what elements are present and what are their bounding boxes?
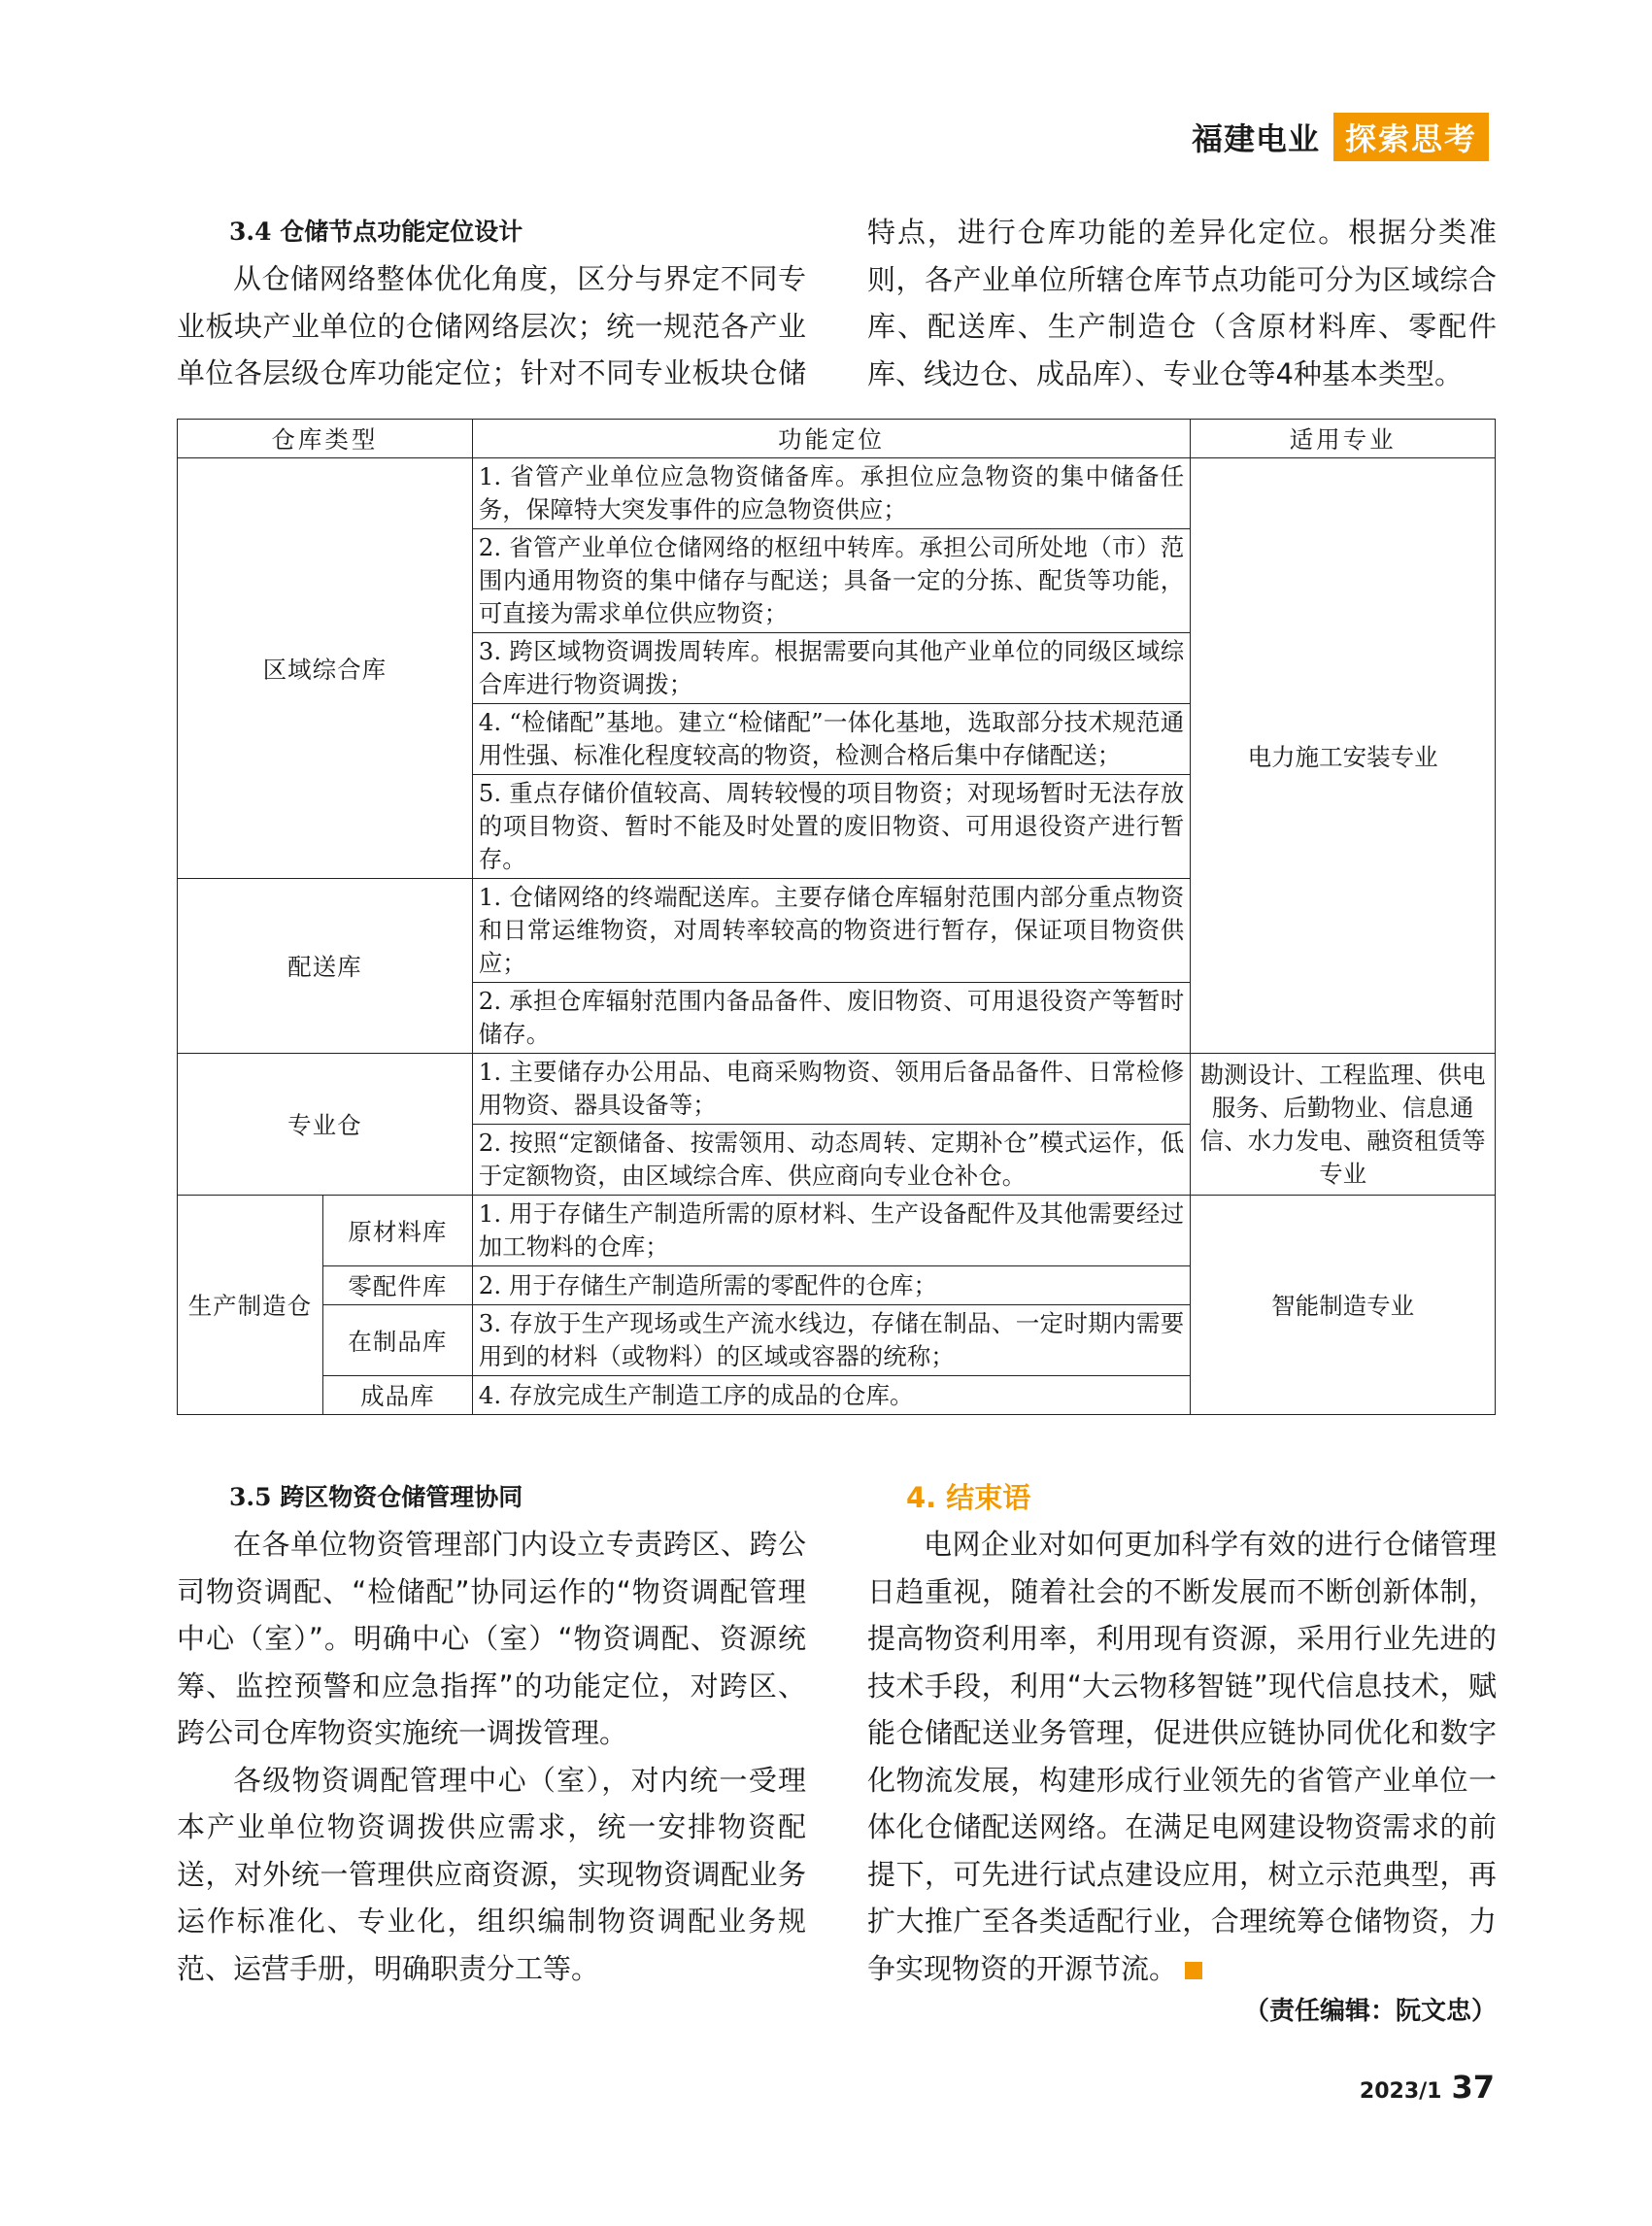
func-cell: 3. 跨区域物资调拨周转库。根据需要向其他产业单位的同级区域综合库进行物资调拨； (472, 633, 1190, 704)
func-cell: 2. 承担仓库辐射范围内备品备件、废旧物资、可用退役资产等暂时储存。 (472, 983, 1190, 1054)
header-function: 功能定位 (472, 420, 1190, 458)
table-row (178, 458, 1496, 529)
func-cell: 1. 用于存储生产制造所需的原材料、生产设备配件及其他需要经过加工物料的仓库； (472, 1196, 1190, 1266)
func-cell: 1. 主要储存办公用品、电商采购物资、领用后备品备件、日常检修用物资、器具设备等； (472, 1054, 1190, 1125)
header-specialty: 适用专业 (1191, 420, 1496, 458)
section-35 (177, 1474, 806, 1992)
specialty-smart-manufacturing: 智能制造专业 (1191, 1196, 1496, 1415)
issue-date: 2023/1 (1359, 2079, 1442, 2104)
func-cell: 1. 仓储网络的终端配送库。主要存储仓库辐射范围内部分重点物资和日常运维物资，对周转率较高的物资进行暂存，保证项目物资供应； (472, 879, 1190, 983)
journal-name: 福建电业 (1191, 120, 1320, 157)
type-delivery: 配送库 (178, 879, 473, 1054)
warehouse-type-table (177, 419, 1496, 1415)
section-4-text: 电网企业对如何更加科学有效的进行仓储管理日趋重视，随着社会的不断发展而不断创新体制，提高物资利用率，利用现有资源，采用行业先进的技术手段，利用“大云物移智链”现代信息技术，赋能仓储配送业务管理，促进供应链协同优化和数字化物流发展，构建形成行业领先的省管产业单位一体化仓储配送网络。在满足电网建设物资需求的前提下，可先进行试点建设应用，树立示范典型，再扩大推广至各类适配行业，合理统筹仓储物资，力争实现物资的开源节流。 (867, 1528, 1497, 1985)
column-badge: 探索思考 (1333, 113, 1489, 161)
func-cell: 3. 存放于生产现场或生产流水线边，存储在制品、一定时期内需要用到的材料（或物料）的区域或容器的统称； (472, 1305, 1190, 1376)
subtype-cell: 在制品库 (322, 1305, 472, 1376)
func-cell: 2. 省管产业单位仓储网络的枢纽中转库。承担公司所处地（市）范围内通用物资的集中储存与配送；具备一定的分拣、配货等功能，可直接为需求单位供应物资； (472, 529, 1190, 633)
type-manufacturing: 生产制造仓 (178, 1196, 323, 1415)
subtype-cell: 零配件库 (322, 1266, 472, 1305)
header-warehouse-type: 仓库类型 (178, 420, 473, 458)
func-cell: 5. 重点存储价值较高、周转较慢的项目物资；对现场暂时无法存放的项目物资、暂时不能及时处置的废旧物资、可用退役资产进行暂存。 (472, 775, 1190, 879)
section-35-paragraph-2: 各级物资调配管理中心（室），对内统一受理本产业单位物资调拨供应需求，统一安排物资配送，对外统一管理供应商资源，实现物资调配业务运作标准化、专业化，组织编制物资调配业务规范、运营手册，明确职责分工等。 (177, 1763, 806, 1985)
section-34-left-col (177, 255, 806, 399)
section-34-right-col (867, 209, 1497, 397)
subtype-cell: 成品库 (322, 1376, 472, 1415)
type-regional: 区域综合库 (178, 458, 473, 879)
page-folio (1360, 2069, 1495, 2106)
func-cell: 4. 存放完成生产制造工序的成品的仓库。 (472, 1376, 1190, 1415)
table-row (178, 1196, 1496, 1266)
table-row (178, 1054, 1496, 1125)
section-4-title: 4. 结束语 (906, 1481, 1031, 1514)
table-header-row (178, 420, 1496, 458)
subtype-cell: 原材料库 (322, 1196, 472, 1266)
section-34-paragraph-cont: 特点，进行仓库功能的差异化定位。根据分类准则，各产业单位所辖仓库节点功能可分为区域综合库、配送库、生产制造仓（含原材料库、零配件库、线边仓、成品库）、专业仓等4种基本类型。 (867, 216, 1497, 390)
specialty-special: 勘测设计、工程监理、供电服务、后勤物业、信息通信、水力发电、融资租赁等专业 (1191, 1054, 1496, 1196)
type-special: 专业仓 (178, 1054, 473, 1196)
func-cell: 1. 省管产业单位应急物资储备库。承担位应急物资的集中储备任务，保障特大突发事件的应急物资供应； (472, 458, 1190, 529)
section-34-paragraph: 从仓储网络整体优化角度，区分与界定不同专业板块产业单位的仓储网络层次；统一规范各产业单位各层级仓库功能定位；针对不同专业板块仓储 (177, 262, 806, 389)
page-number: 37 (1451, 2069, 1495, 2106)
func-cell: 2. 用于存储生产制造所需的零配件的仓库； (472, 1266, 1190, 1305)
editor-credit: （责任编辑：阮文忠） (1243, 1997, 1497, 2026)
func-cell: 4. “检储配”基地。建立“检储配”一体化基地，选取部分技术规范通用性强、标准化程度较高的物资，检测合格后集中存储配送； (472, 704, 1190, 775)
running-header (1192, 115, 1489, 159)
section-34-title: 3.4 仓储节点功能定位设计 (229, 218, 523, 246)
section-4 (867, 1474, 1497, 1992)
section-4-paragraph (867, 1521, 1497, 1992)
section-35-title: 3.5 跨区物资仓储管理协同 (229, 1483, 523, 1511)
func-cell: 2. 按照“定额储备、按需领用、动态周转、定期补仓”模式运作，低于定额物资，由区域综合库、供应商向专业仓补仓。 (472, 1125, 1190, 1196)
end-mark-icon (1185, 1962, 1202, 1979)
specialty-power-construction: 电力施工安装专业 (1191, 458, 1496, 1054)
section-35-paragraph-1: 在各单位物资管理部门内设立专责跨区、跨公司物资调配、“检储配”协同运作的“物资调配管理中心（室）”。明确中心（室）“物资调配、资源统筹、监控预警和应急指挥”的功能定位，对跨区、跨公司仓库物资实施统一调拨管理。 (177, 1528, 806, 1749)
